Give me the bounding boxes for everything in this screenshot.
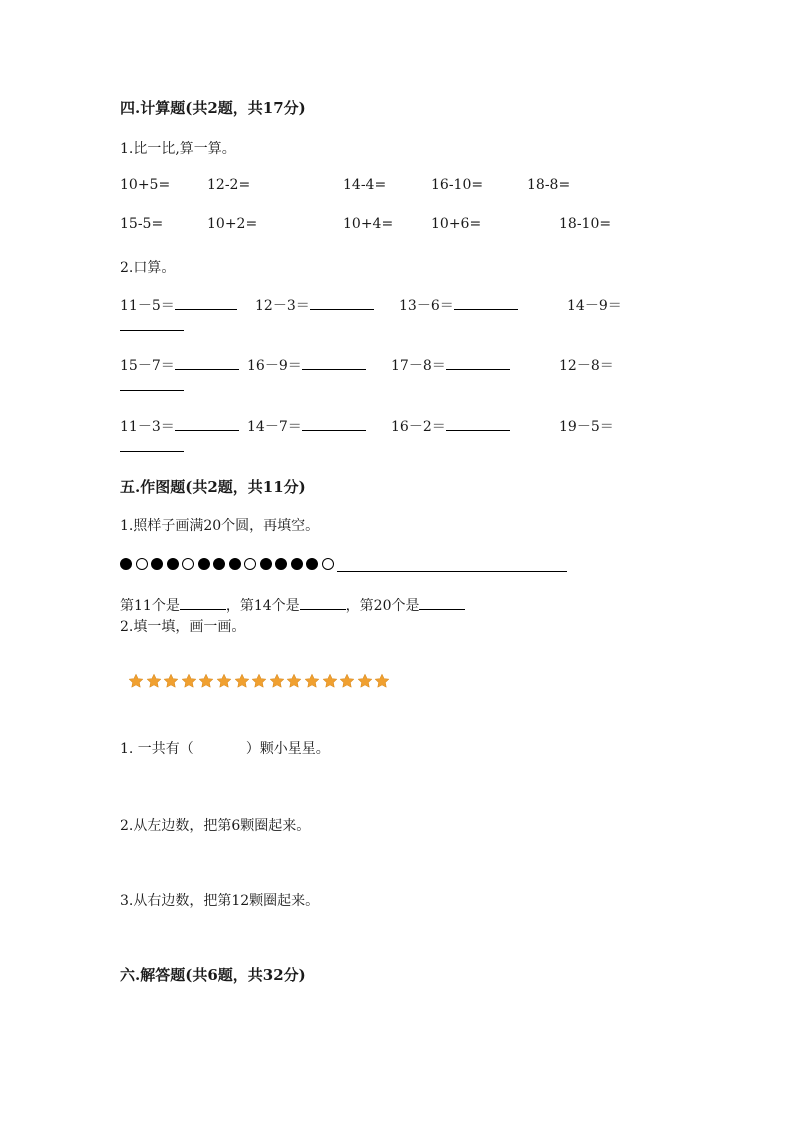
answer-blank[interactable] (175, 356, 239, 370)
mental-item: 13－6＝ (399, 295, 518, 315)
star-icon (374, 673, 390, 689)
filled-circle (260, 558, 272, 570)
star-icon (146, 673, 162, 689)
pattern-answer-line[interactable] (337, 557, 567, 572)
star-icon (198, 673, 214, 689)
filled-circle (275, 558, 287, 570)
mental-item: 15－7＝ (120, 355, 239, 375)
answer-blank[interactable] (175, 417, 239, 431)
mental-item: 16－9＝ (247, 355, 366, 375)
mental-item: 14－9＝ (567, 298, 622, 314)
filled-circle (213, 558, 225, 570)
star-icon (181, 673, 197, 689)
answer-blank[interactable] (180, 596, 226, 610)
answer-blank[interactable] (302, 356, 366, 370)
answer-blank[interactable] (120, 376, 184, 391)
star-icon (251, 673, 267, 689)
star-icon (304, 673, 320, 689)
star-icon (322, 673, 338, 689)
section5-q2-title: 2.填一填，画一画。 (120, 619, 246, 635)
answer-blank[interactable] (120, 316, 184, 331)
circle-fill-question: 第11个是 ，第14个是 ，第20个是 (120, 595, 465, 615)
mental-item: 12－8＝ (559, 358, 614, 374)
mental-item: 11－3＝ (120, 416, 239, 436)
star-icon (128, 673, 144, 689)
section5-q1-title: 1.照样子画满20个圆，再填空。 (120, 518, 320, 534)
expr-r2-5: 18-10= (559, 216, 612, 232)
circle-pattern (120, 556, 567, 572)
expr-r1-1: 10+5= (120, 177, 171, 193)
expr-r2-1: 15-5= (120, 216, 164, 232)
filled-circle (120, 558, 132, 570)
mental-item: 17－8＝ (391, 355, 510, 375)
mental-item: 14－7＝ (247, 416, 366, 436)
answer-blank[interactable] (175, 296, 237, 310)
answer-blank[interactable] (302, 417, 366, 431)
star-icon (269, 673, 285, 689)
mental-item: 12－3＝ (255, 295, 374, 315)
expr-r2-4: 10+6= (431, 216, 482, 232)
section4-title: 四.计算题(共2题，共17分) (120, 99, 306, 117)
star-icon (357, 673, 373, 689)
filled-circle (229, 558, 241, 570)
section5-title: 五.作图题(共2题，共11分) (120, 478, 306, 496)
open-circle (322, 558, 334, 570)
star-sub1: 1. 一共有（ ）颗小星星。 (120, 741, 330, 757)
open-circle (182, 558, 194, 570)
answer-blank[interactable] (300, 596, 346, 610)
answer-blank[interactable] (120, 437, 184, 452)
star-icon (339, 673, 355, 689)
expr-r2-3: 10+4= (343, 216, 394, 232)
answer-blank[interactable] (446, 417, 510, 431)
open-circle (136, 558, 148, 570)
star-sub3: 3.从右边数，把第12颗圈起来。 (120, 893, 320, 909)
mental-item: 19－5＝ (559, 419, 614, 435)
answer-blank[interactable] (454, 296, 518, 310)
filled-circle (306, 558, 318, 570)
filled-circle (198, 558, 210, 570)
star-icon (216, 673, 232, 689)
star-icon (234, 673, 250, 689)
filled-circle (291, 558, 303, 570)
answer-blank[interactable] (446, 356, 510, 370)
expr-r1-2: 12-2= (207, 177, 251, 193)
star-row (128, 673, 392, 689)
section4-q2-title: 2.口算。 (120, 260, 176, 276)
mental-item: 11－5＝ (120, 295, 237, 315)
section6-title: 六.解答题(共6题，共32分) (120, 966, 306, 984)
answer-blank[interactable] (310, 296, 374, 310)
star-icon (286, 673, 302, 689)
filled-circle (151, 558, 163, 570)
mental-item: 16－2＝ (391, 416, 510, 436)
expr-r1-5: 18-8= (527, 177, 571, 193)
section4-q1-title: 1.比一比,算一算。 (120, 141, 236, 157)
filled-circle (167, 558, 179, 570)
expr-r2-2: 10+2= (207, 216, 258, 232)
expr-r1-4: 16-10= (431, 177, 484, 193)
expr-r1-3: 14-4= (343, 177, 387, 193)
star-icon (163, 673, 179, 689)
answer-blank[interactable] (419, 596, 465, 610)
star-sub2: 2.从左边数，把第6颗圈起来。 (120, 818, 311, 834)
open-circle (244, 558, 256, 570)
